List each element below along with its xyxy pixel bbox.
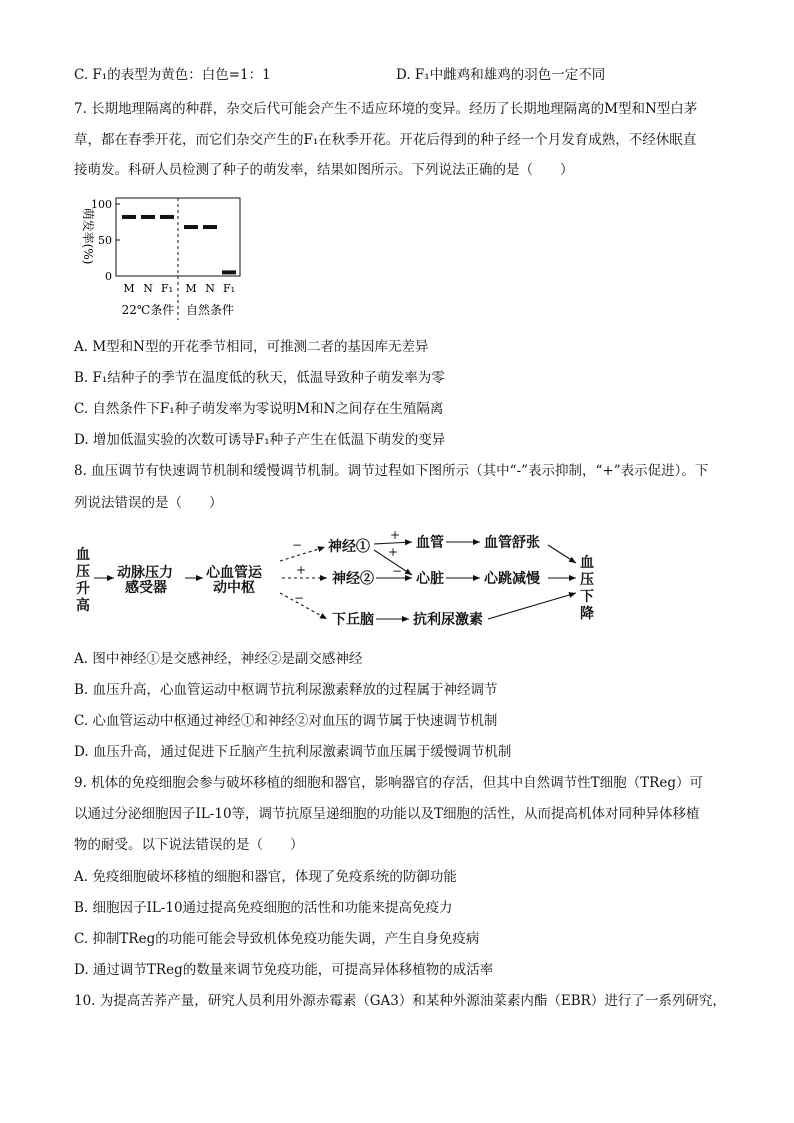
q6-option-d: D. F₁中雌鸡和雄鸡的羽色一定不同: [396, 67, 606, 83]
q8-option-a: A. 图中神经①是交感神经，神经②是副交感神经: [74, 651, 363, 667]
data-mark: [141, 215, 155, 219]
q7-option-d: D. 增加低温实验的次数可诱导F₁种子产生在低温下萌发的变异: [74, 432, 446, 448]
y-tick-label: 100: [91, 198, 112, 211]
center-label-1: 心血管运: [206, 565, 262, 581]
adh-label: 抗利尿激素: [413, 612, 483, 628]
data-mark: [160, 215, 174, 219]
nerve-2-label: 神经②: [332, 571, 374, 587]
q7-option-c: C. 自然条件下F₁种子萌发率为零说明M和N之间存在生殖隔离: [74, 401, 444, 417]
q7-stem-line-3: 接萌发。科研人员检测了种子的萌发率，结果如图所示。下列说法正确的是（ ）: [74, 162, 574, 178]
germination-chart: [70, 192, 260, 324]
x-category-label: N: [205, 282, 215, 295]
q9-stem-line-3: 物的耐受。以下说法错误的是（ ）: [74, 837, 304, 853]
vessel-relax-label: 血管舒张: [484, 535, 540, 551]
x-category-label: M: [123, 282, 135, 295]
group-label: 自然条件: [185, 303, 235, 317]
q8-stem-line-1: 8. 血压调节有快速调节机制和缓慢调节机制。调节过程如下图所示（其中“-”表示抑制，“+”表示促进）。下: [74, 463, 709, 479]
q7-stem-line-1: 7. 长期地理隔离的种群，杂交后代可能会产生不适应环境的变异。经历了长期地理隔离的M型和N型白茅: [74, 101, 698, 117]
nerve-1-label: 神经①: [328, 539, 370, 555]
sign-plus-vessel: +: [390, 528, 401, 542]
data-mark: [222, 270, 236, 274]
q8-option-c: C. 心血管运动中枢通过神经①和神经②对血压的调节属于快速调节机制: [74, 713, 498, 729]
data-mark: [203, 225, 217, 229]
sign-minus-nerve1: −: [292, 538, 303, 552]
q7-option-b: B. F₁结种子的季节在温度低的秋天，低温导致种子萌发率为零: [74, 370, 445, 386]
data-mark: [122, 215, 136, 219]
q9-stem-line-1: 9. 机体的免疫细胞会参与破坏移植的细胞和器官，影响器官的存活，但其中自然调节性T细胞（TReg）可: [74, 775, 703, 791]
vessel-label: 血管: [416, 535, 444, 551]
q7-option-a: A. M型和N型的开花季节相同，可推测二者的基因库无差异: [74, 339, 429, 355]
center-label-2: 动中枢: [213, 580, 255, 596]
group-label: 22℃条件: [121, 303, 175, 317]
bp-drop-char-1: 血: [580, 555, 594, 571]
bp-drop-char-4: 降: [580, 606, 594, 622]
q6-option-c: C. F₁的表型为黄色：白色=1：1: [74, 67, 271, 83]
arrow-relax-to-drop: [548, 545, 576, 563]
heart-slow-label: 心跳减慢: [484, 571, 540, 587]
data-mark: [184, 225, 198, 229]
heart-label: 心脏: [416, 571, 444, 587]
arrow-adh-to-drop: [488, 593, 576, 619]
sign-plus-heart: +: [388, 545, 399, 559]
x-category-label: F₁: [222, 282, 236, 295]
q9-option-c: C. 抑制TReg的功能可能会导致机体免疫功能失调，产生自身免疫病: [74, 931, 480, 947]
x-category-label: N: [143, 282, 153, 295]
arrow-center-to-nerve1: [280, 547, 325, 561]
q8-option-d: D. 血压升高，通过促进下丘脑产生抗利尿激素调节血压属于缓慢调节机制: [74, 744, 512, 760]
hypothalamus-label: 下丘脑: [332, 612, 374, 628]
sign-minus-hypothalamus: −: [294, 591, 305, 605]
bp-rise-char-1: 血: [76, 547, 90, 563]
bp-rise-char-4: 高: [76, 598, 90, 614]
bp-drop-char-3: 下: [580, 589, 594, 605]
q10-stem-line-1: 10. 为提高苦荞产量，研究人员利用外源赤霉素（GA3）和某种外源油菜素内酯（EBR）进行了一系列研究，: [74, 993, 726, 1009]
x-category-label: M: [185, 282, 197, 295]
q8-option-b: B. 血压升高，心血管运动中枢调节抗利尿激素释放的过程属于神经调节: [74, 682, 498, 698]
bp-rise-char-2: 压: [76, 564, 90, 580]
sign-plus-nerve2: +: [296, 563, 307, 577]
q7-stem-line-2: 草，都在春季开花，而它们杂交产生的F₁在秋季开花。开花后得到的种子经一个月发育成熟，不经休眠直: [74, 132, 697, 148]
bp-drop-char-2: 压: [580, 572, 594, 588]
arrow-nerve1-to-vessel: [374, 542, 412, 544]
bp-rise-char-3: 升: [76, 581, 90, 597]
bp-regulation-diagram: [70, 525, 610, 635]
q9-option-d: D. 通过调节TReg的数量来调节免疫功能，可提高异体移植物的成活率: [74, 962, 494, 978]
x-category-label: F₁: [160, 282, 174, 295]
sign-minus-nerve2-heart: −: [392, 564, 403, 578]
y-tick-label: 50: [98, 234, 112, 247]
y-tick-label: 0: [105, 270, 112, 283]
receptor-label-1: 动脉压力: [117, 565, 173, 581]
q9-option-b: B. 细胞因子IL-10通过提高免疫细胞的活性和功能来提高免疫力: [74, 900, 453, 916]
q9-stem-line-2: 以通过分泌细胞因子IL-10等，调节抗原呈递细胞的功能以及T细胞的活性，从而提高机体对同种异体移植: [74, 806, 700, 822]
y-axis-label: 萌发率(%): [81, 207, 95, 265]
q9-option-a: A. 免疫细胞破坏移植的细胞和器官，体现了免疫系统的防御功能: [74, 869, 457, 885]
q8-stem-line-2: 列说法错误的是（ ）: [74, 495, 223, 511]
receptor-label-2: 感受器: [125, 580, 167, 596]
